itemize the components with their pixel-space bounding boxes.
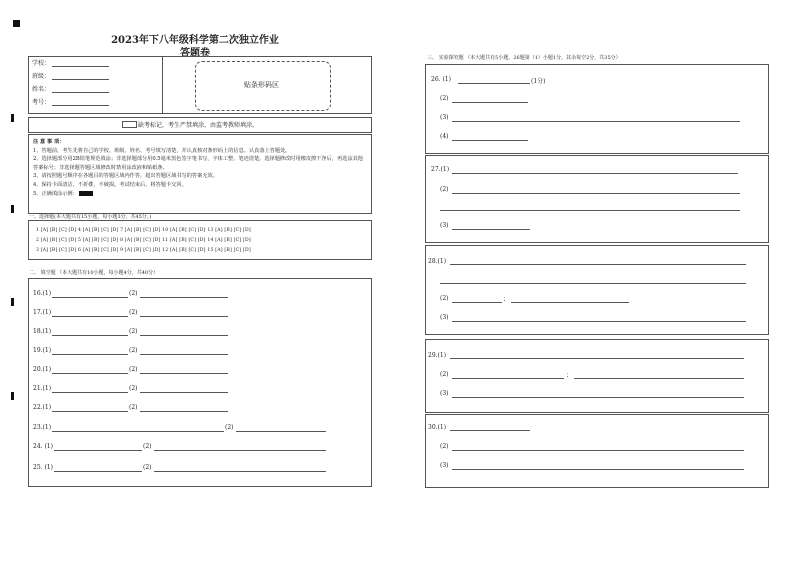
q30-p1: (1) [437, 424, 447, 431]
q24-label2: (2) [143, 443, 152, 450]
school-label: 学校： [32, 60, 51, 67]
q26-p3: (3) [440, 114, 449, 121]
q20-blank2[interactable] [140, 373, 228, 374]
q22-label: 22.(1) [33, 404, 52, 411]
q18-label2: (2) [129, 328, 138, 335]
q29-blank3[interactable] [452, 397, 744, 398]
choice-row[interactable]: 3 [A] [B] [C] [D] 6 [A] [B] [C] [D] 9 [A] [B] [C] [D] 12 [A] [B] [C] [D] 15 [A] [B] [C] [D] [36, 248, 251, 253]
q28-p1: (1) [437, 258, 447, 265]
q26-blank1[interactable] [458, 83, 530, 84]
q29-p2: (2) [440, 371, 449, 378]
q30-box [425, 414, 769, 488]
q29-blank2a[interactable] [452, 378, 564, 379]
note-item: 4、保持卡面清洁，不折叠，不破损。考试结束后，将答题卡交回。 [33, 181, 187, 188]
q19-blank2[interactable] [140, 354, 228, 355]
q28-blank2b[interactable] [511, 302, 629, 303]
class-field[interactable] [52, 79, 109, 80]
q17-blank1[interactable] [52, 316, 128, 317]
q28-blank2a[interactable] [452, 302, 502, 303]
q29-p3: (3) [440, 390, 449, 397]
q24-blank2[interactable] [154, 450, 326, 451]
q29-num: 29. [428, 352, 438, 359]
section1-title: 一、选择题(本大题共有15小题，每小题3分，共45分。) [29, 214, 152, 220]
q27-blank3[interactable] [452, 229, 530, 230]
q26-p1-note: (1分) [531, 78, 546, 85]
q29-blank1[interactable] [450, 358, 744, 359]
class-label: 班级： [32, 73, 51, 80]
q20-label: 20.(1) [33, 366, 52, 373]
section2-title: 二、 填空题 （本大题共有10小题，每小题4分，共40分） [29, 270, 159, 276]
q21-blank2[interactable] [140, 392, 228, 393]
absent-mark-text: 缺考标记，考生严禁填涂，由监考教师填涂。 [138, 122, 259, 129]
q25-label: 25. (1) [33, 464, 53, 471]
q26-blank3[interactable] [452, 121, 740, 122]
q27-p3: (3) [440, 222, 449, 229]
q28-p2: (2) [440, 295, 449, 302]
q28-p3: (3) [440, 314, 449, 321]
q28-blank3[interactable] [452, 321, 746, 322]
q26-p1-label [431, 76, 451, 83]
q23-label2: (2) [225, 424, 234, 431]
q27-blank2[interactable] [452, 193, 740, 194]
q16-label: 16.(1) [33, 290, 52, 297]
q30-num: 30. [428, 424, 438, 431]
q27-p1: (1) [440, 166, 450, 173]
q26-p1: (1) [442, 76, 451, 83]
note-item: 1、答题前，考生先将自己的学校、班级、姓名、考号填写清楚，并认真核对条形码上的信息。认真落上答题处。 [33, 147, 291, 154]
q22-label2: (2) [129, 404, 138, 411]
school-field[interactable] [52, 66, 109, 67]
q20-label2: (2) [129, 366, 138, 373]
q22-blank1[interactable] [52, 411, 128, 412]
q23-blank1[interactable] [52, 431, 224, 432]
note-item: 3、请按照题号顺序在各题目的答题区域内作答，超出答题区域书写的答案无效。 [33, 173, 218, 180]
q21-label2: (2) [129, 385, 138, 392]
q29-p1: (1) [437, 352, 447, 359]
note-example-label: 5、正确填涂示例： [33, 190, 78, 197]
q16-label2: (2) [129, 290, 138, 297]
q25-label2: (2) [143, 464, 152, 471]
q26-p2: (2) [440, 95, 449, 102]
q17-label2: (2) [129, 309, 138, 316]
q27-blank2-cont[interactable] [440, 210, 740, 211]
notes-title: 注 意 事 项： [33, 139, 65, 145]
q30-blank1[interactable] [450, 430, 530, 431]
positioning-mark [11, 298, 14, 306]
q29-blank2b[interactable] [574, 378, 744, 379]
positioning-mark [11, 392, 14, 400]
q18-label: 18.(1) [33, 328, 52, 335]
notes [33, 138, 367, 198]
section2-box [28, 278, 372, 487]
q28-p1-label [428, 258, 446, 265]
q27-p1-label [431, 166, 449, 173]
q23-label: 23.(1) [33, 424, 52, 431]
q26-p4: (4) [440, 133, 449, 140]
page-title: 2023年下八年级科学第二次独立作业 [111, 35, 279, 46]
q29-p1-label [428, 352, 446, 359]
q20-blank1[interactable] [52, 373, 128, 374]
info-divider [162, 56, 163, 113]
q21-blank1[interactable] [52, 392, 128, 393]
q28-sep: ； [503, 296, 510, 303]
q19-label: 19.(1) [33, 347, 52, 354]
q30-p1-label [428, 424, 446, 431]
positioning-mark [11, 114, 14, 122]
q30-p3: (3) [440, 462, 449, 469]
q21-label: 21.(1) [33, 385, 52, 392]
q30-p2: (2) [440, 443, 449, 450]
q19-blank1[interactable] [52, 354, 128, 355]
q27-p2: (2) [440, 186, 449, 193]
q24-label: 24. (1) [33, 443, 53, 450]
filled-example-swatch [79, 191, 93, 196]
note-item: 2、选择题部分用2B铅笔规范填涂；非选择题部分用0.5毫米黑色签字笔书写，字体工整、笔迹清楚。选择题修改时用橡皮擦干净后，再选涂其他答案标号；非选择题答题区域修改时禁用涂改液和贴纸条。 [33, 156, 363, 171]
q18-blank2[interactable] [140, 335, 228, 336]
q23-blank2[interactable] [236, 431, 326, 432]
choice-row[interactable]: 2 [A] [B] [C] [D] 5 [A] [B] [C] [D] 8 [A] [B] [C] [D] 11 [A] [B] [C] [D] 14 [A] [B] [C] [D] [36, 238, 251, 243]
q30-blank3[interactable] [452, 469, 744, 470]
q27-blank1[interactable] [452, 173, 738, 174]
q27-num: 27. [431, 166, 441, 173]
choice-row[interactable]: 1 [A] [B] [C] [D] 4 [A] [B] [C] [D] 7 [A] [B] [C] [D] 10 [A] [B] [C] [D] 13 [A] [B] [C] [D] [36, 228, 251, 233]
q28-blank1[interactable] [450, 264, 746, 265]
q29-box [425, 339, 769, 413]
q17-blank2[interactable] [140, 316, 228, 317]
exam-id-label: 考号： [32, 99, 51, 106]
q16-blank1[interactable] [52, 297, 128, 298]
q25-blank2[interactable] [154, 471, 326, 472]
barcode-area-label: 贴条形码区 [244, 81, 279, 89]
q26-blank4[interactable] [452, 140, 528, 141]
q28-blank1-cont[interactable] [440, 283, 746, 284]
q29-sep: ； [566, 372, 573, 379]
q26-num: 26. [431, 76, 441, 83]
positioning-mark [13, 20, 20, 27]
q22-blank2[interactable] [140, 411, 228, 412]
q18-blank1[interactable] [52, 335, 128, 336]
q28-num: 28. [428, 258, 438, 265]
q16-blank2[interactable] [140, 297, 228, 298]
note-example [33, 190, 367, 199]
exam-id-field[interactable] [52, 105, 109, 106]
name-field[interactable] [52, 92, 109, 93]
q19-label2: (2) [129, 347, 138, 354]
section3-title: 三、 实验探究题 （本大题共有5小题，26题第（1）小题1分，其余每空2分，共35分） [427, 55, 621, 61]
page-subtitle: 答题卷 [180, 48, 210, 59]
q26-blank2[interactable] [452, 102, 528, 103]
name-label: 姓名： [32, 86, 51, 93]
q25-blank1[interactable] [54, 471, 142, 472]
q24-blank1[interactable] [54, 450, 142, 451]
absent-checkbox[interactable] [122, 121, 137, 128]
q17-label: 17.(1) [33, 309, 52, 316]
positioning-mark [11, 205, 14, 213]
q30-blank2[interactable] [452, 450, 744, 451]
